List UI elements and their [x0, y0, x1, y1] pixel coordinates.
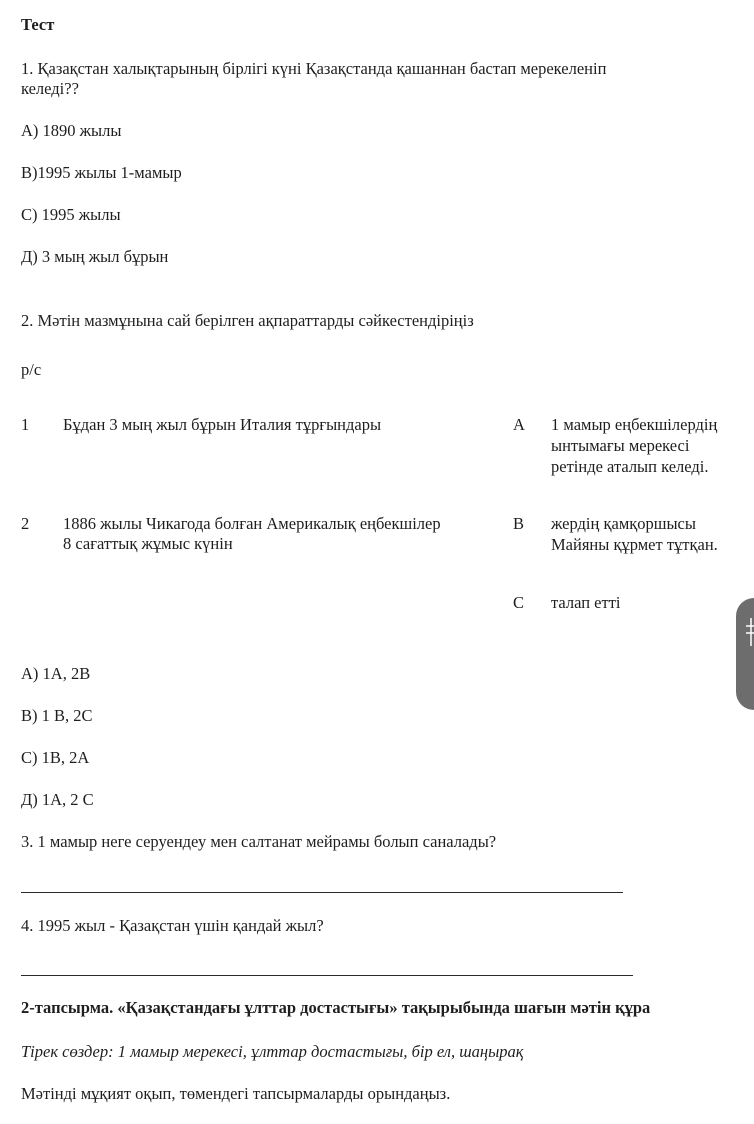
- q2-option-b: В) 1 В, 2С: [21, 706, 93, 725]
- task2-instruction: Мәтінді мұқият оқып, төмендегі тапсырмаларды орындаңыз.: [21, 1084, 451, 1103]
- q3-answer-line: [21, 892, 623, 893]
- q1-text-line2: келеді??: [21, 79, 79, 98]
- q2-right-letter: В: [513, 514, 525, 533]
- q2-left-num: 1: [21, 415, 30, 434]
- q2-option-a: А) 1А, 2В: [21, 664, 91, 683]
- q2-right-text: ретінде аталып келеді.: [551, 457, 709, 476]
- q2-option-c: С) 1В, 2А: [21, 748, 90, 767]
- test-title: Тест: [21, 15, 55, 34]
- q2-right-text: жердің қамқоршысы: [551, 514, 696, 533]
- q1-option-d: Д) 3 мың жыл бұрын: [21, 247, 169, 266]
- q2-right-letter: С: [513, 593, 525, 612]
- q2-left-num: 2: [21, 514, 30, 533]
- q2-right-text: Майяны құрмет тұтқан.: [551, 535, 718, 554]
- q2-left-text: 8 сағаттық жұмыс күнін: [63, 534, 233, 553]
- q2-option-d: Д) 1А, 2 С: [21, 790, 94, 809]
- menu-lines-icon: [746, 618, 754, 646]
- q2-table-header: р/с: [21, 360, 42, 379]
- q2-right-letter: А: [513, 415, 525, 434]
- side-pull-tab[interactable]: [736, 598, 754, 710]
- q4-text: 4. 1995 жыл - Қазақстан үшін қандай жыл?: [21, 916, 324, 935]
- q2-left-text: 1886 жылы Чикагода болған Америкалық еңбекшілер: [63, 514, 441, 533]
- q1-option-c: С) 1995 жылы: [21, 205, 121, 224]
- q2-right-text: ынтымағы мерекесі: [551, 436, 690, 455]
- q1-option-a: А) 1890 жылы: [21, 121, 122, 140]
- q2-text: 2. Мәтін мазмұнына сай берілген ақпараттарды сәйкестендіріңіз: [21, 311, 474, 330]
- task2-keywords: Тірек сөздер: 1 мамыр мерекесі, ұлттар достастығы, бір ел, шаңырақ: [21, 1042, 524, 1061]
- q4-answer-line: [21, 975, 633, 976]
- q2-right-text: 1 мамыр еңбекшілердің: [551, 415, 718, 434]
- q2-left-text: Бұдан 3 мың жыл бұрын Италия тұрғындары: [63, 415, 382, 434]
- task2-heading: 2-тапсырма. «Қазақстандағы ұлттар достастығы» тақырыбында шағын мәтін құра: [21, 998, 651, 1017]
- q2-right-text: талап етті: [551, 593, 621, 612]
- q3-text: 3. 1 мамыр неге серуендеу мен салтанат мейрамы болып саналады?: [21, 832, 497, 851]
- q1-text-line1: 1. Қазақстан халықтарының бірлігі күні Қазақстанда қашаннан бастап мерекеленіп: [21, 59, 607, 78]
- q1-option-b: В)1995 жылы 1-мамыр: [21, 163, 182, 182]
